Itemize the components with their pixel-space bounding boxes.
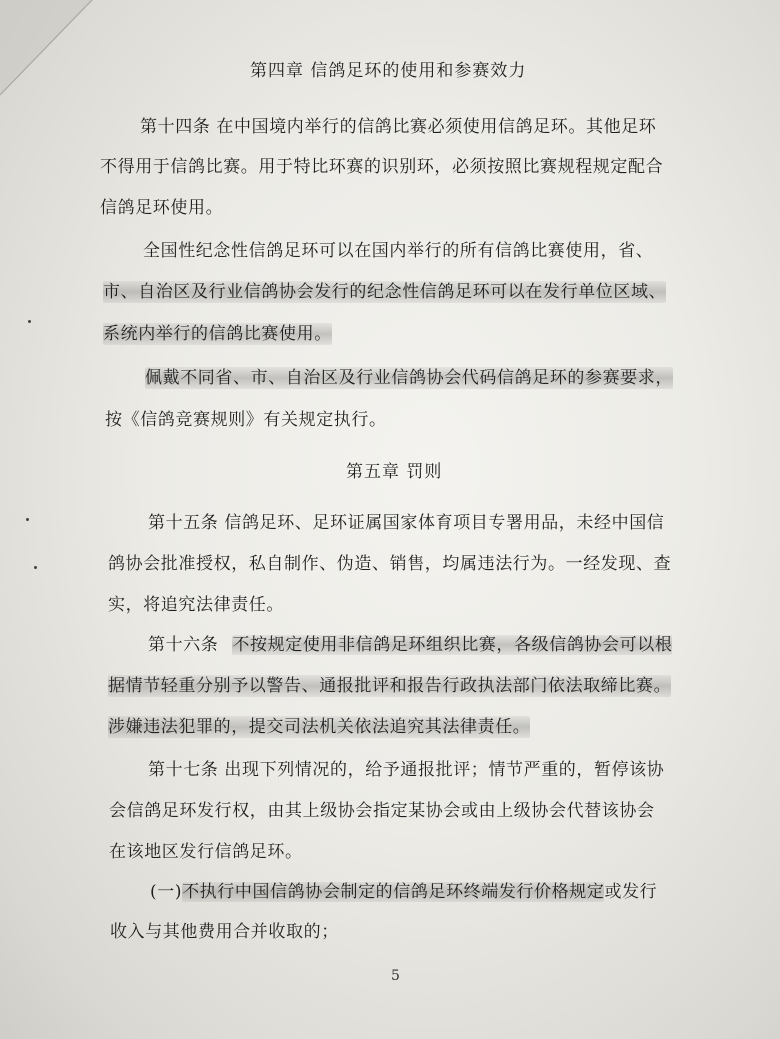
article16-line1 <box>148 634 672 656</box>
item1-line1-post: 或发行 <box>604 882 658 902</box>
article14-line1: 第十四条 在中国境内举行的信鸽比赛必须使用信鸽足环。其他足环 <box>140 117 657 137</box>
article15-line2: 鸽协会批准授权，私自制作、伪造、销售，均属违法行为。一经发现、查 <box>108 554 672 574</box>
commemorative-line1: 全国性纪念性信鸽足环可以在国内举行的所有信鸽比赛使用，省、 <box>143 241 654 261</box>
commemorative-line2: 市、自治区及行业信鸽协会发行的纪念性信鸽足环可以在发行单位区域、 <box>103 282 667 302</box>
article15-line1: 第十五条 信鸽足环、足环证属国家体育项目专署用品，未经中国信 <box>148 513 665 533</box>
item1-marker: (一) <box>150 882 183 902</box>
chapter5-title: 第五章 罚则 <box>346 462 443 482</box>
article16-line1-rest: 不按规定使用非信鸽足环组织比赛，各级信鸽协会可以根 <box>232 635 673 655</box>
chapter4-title: 第四章 信鸽足环的使用和参赛效力 <box>250 61 527 81</box>
article16-line2: 据情节轻重分别予以警告、通报批评和报告行政执法部门依法取缔比赛。 <box>108 676 672 696</box>
margin-speck <box>26 518 29 521</box>
margin-speck <box>34 566 37 569</box>
article17-line1: 第十七条 出现下列情况的，给予通报批评；情节严重的，暂停该协 <box>148 760 665 780</box>
item1-line2: 收入与其他费用合并收取的； <box>110 922 339 942</box>
article16-label: 第十六条 <box>148 635 219 655</box>
codes-line2: 按《信鸽竞赛规则》有关规定执行。 <box>105 410 387 430</box>
commemorative-line3: 系统内举行的信鸽比赛使用。 <box>103 324 332 344</box>
page-number: 5 <box>391 968 400 984</box>
item1-line1 <box>150 881 657 903</box>
article17-line3: 在该地区发行信鸽足环。 <box>109 842 303 862</box>
article15-line3: 实，将追究法律责任。 <box>108 595 284 615</box>
article17-line2: 会信鸽足环发行权，由其上级协会指定某协会或由上级协会代替该协会 <box>109 801 655 821</box>
article16-line3: 涉嫌违法犯罪的，提交司法机关依法追究其法律责任。 <box>108 717 531 737</box>
article14-line3: 信鸽足环使用。 <box>100 198 224 218</box>
item1-line1-highlight: 不执行中国信鸽协会制定的信鸽足环终端发行价格规定 <box>182 882 605 902</box>
article14-line2: 不得用于信鸽比赛。用于特比环赛的识别环，必须按照比赛规程规定配合 <box>100 157 664 177</box>
margin-speck <box>28 320 31 323</box>
codes-line1: 佩戴不同省、市、自治区及行业信鸽协会代码信鸽足环的参赛要求， <box>145 368 673 388</box>
